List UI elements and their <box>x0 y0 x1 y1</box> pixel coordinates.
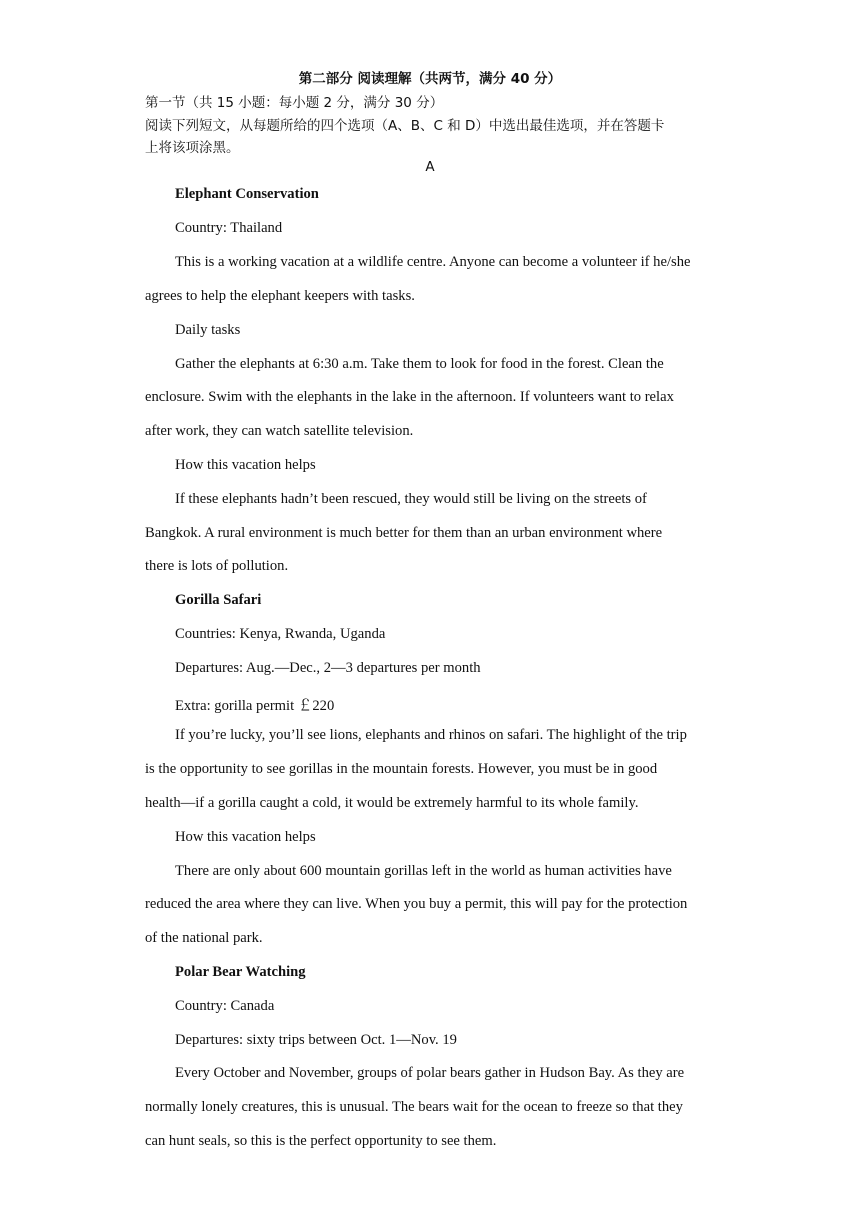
heading-elephant-conservation: Elephant Conservation <box>175 186 319 202</box>
paragraph-line: If you’re lucky, you’ll see lions, elephants and rhinos on safari. The highlight of the trip <box>175 727 687 743</box>
paragraph-line: normally lonely creatures, this is unusual. The bears wait for the ocean to freeze so that they <box>145 1099 683 1115</box>
paragraph-line: Bangkok. A rural environment is much better for them than an urban environment where <box>145 525 663 541</box>
paragraph-line: reduced the area where they can live. When you buy a permit, this will pay for the protection <box>145 896 688 912</box>
paragraph-line: Departures: Aug.—Dec., 2—3 departures per month <box>175 660 481 676</box>
subheading-daily-tasks: Daily tasks <box>175 322 241 338</box>
instruction-line-2: 上将该项涂黑。 <box>145 140 240 156</box>
paragraph-line: of the national park. <box>145 930 263 946</box>
subheading-how-this-vacation-helps: How this vacation helps <box>175 829 316 845</box>
subheading-how-this-vacation-helps: How this vacation helps <box>175 457 316 473</box>
paragraph-line: Departures: sixty trips between Oct. 1—Nov. 19 <box>175 1032 457 1048</box>
paragraph-line: is the opportunity to see gorillas in the mountain forests. However, you must be in good <box>145 761 658 777</box>
paragraph-line: there is lots of pollution. <box>145 558 289 574</box>
instruction-line-1: 阅读下列短文，从每题所给的四个选项（A、B、C 和 D）中选出最佳选项，并在答题卡 <box>145 118 665 134</box>
paragraph-line: Countries: Kenya, Rwanda, Uganda <box>175 626 386 642</box>
paragraph-line: Every October and November, groups of polar bears gather in Hudson Bay. As they are <box>175 1065 685 1081</box>
paragraph-line: Country: Thailand <box>175 220 283 236</box>
paragraph-line: There are only about 600 mountain gorillas left in the world as human activities have <box>175 863 672 879</box>
paragraph-line: health—if a gorilla caught a cold, it would be extremely harmful to its whole family. <box>145 795 639 811</box>
paragraph-line: This is a working vacation at a wildlife centre. Anyone can become a volunteer if he/she <box>175 254 691 270</box>
paragraph-line: can hunt seals, so this is the perfect opportunity to see them. <box>145 1133 497 1149</box>
paragraph-line: Extra: gorilla permit ￡220 <box>175 698 335 714</box>
heading-gorilla-safari: Gorilla Safari <box>175 592 262 608</box>
paragraph-line: agrees to help the elephant keepers with tasks. <box>145 288 415 304</box>
paragraph-line: Gather the elephants at 6:30 a.m. Take them to look for food in the forest. Clean the <box>175 356 664 372</box>
paragraph-line: after work, they can watch satellite television. <box>145 423 414 439</box>
passage-label: A <box>425 159 435 175</box>
paragraph-line: enclosure. Swim with the elephants in the lake in the afternoon. If volunteers want to relax <box>145 389 674 405</box>
paragraph-line: If these elephants hadn’t been rescued, they would still be living on the streets of <box>175 491 647 507</box>
paragraph-line: Country: Canada <box>175 998 275 1014</box>
part-title: 第二部分 阅读理解（共两节，满分 40 分） <box>298 71 562 87</box>
section-line: 第一节（共 15 小题：每小题 2 分，满分 30 分） <box>145 95 444 111</box>
heading-polar-bear-watching: Polar Bear Watching <box>175 964 306 980</box>
